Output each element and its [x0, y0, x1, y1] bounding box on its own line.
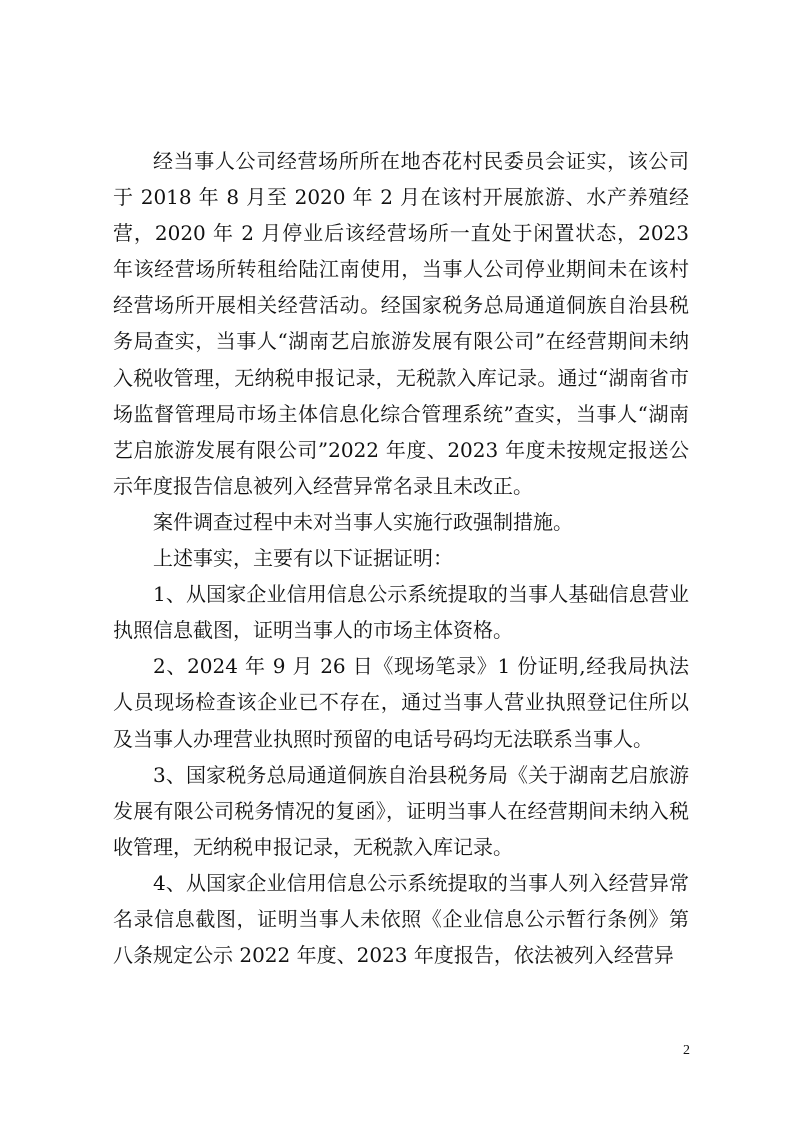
paragraph-evidence-intro: 上述事实，主要有以下证据证明：: [153, 546, 453, 571]
paragraph-evidence-4: 4、从国家企业信用信息公示系统提取的当事人列入经营异常名录信息截图，证明当事人未依照《企业信息公示暂行条例》第八条规定公示 2022 年度、2023 年度报告，依法被列入经营异: [113, 870, 689, 968]
paragraph-evidence-1: 1、从国家企业信用信息公示系统提取的当事人基础信息营业执照信息截图，证明当事人的市场主体资格。: [113, 582, 689, 643]
paragraph-facts: 经当事人公司经营场所所在地杏花村民委员会证实，该公司于 2018 年 8 月至 2020 年 2 月在该村开展旅游、水产养殖经营，2020 年 2 月停业后该经营场所一直处于闲置状态，2023 年该经营场所转租给陆江南使用，当事人公司停业期间未在该村经营场所开展相关经营活动。经国家税务总局通道侗族自治县税务局查实，当事人“湖南艺启旅游发展有限公司”在经营期间未纳入税收管理，无纳税申报记录，无税款入库记录。通过“湖南省市场监督管理局市场主体信息化综合管理系统”查实，当事人“湖南艺启旅游发展有限公司”2022 年度、2023 年度未按规定报送公示年度报告信息被列入经营异常名录且未改正。: [113, 149, 689, 498]
paragraph-no-coercive-measures: 案件调查过程中未对当事人实施行政强制措施。: [153, 509, 573, 534]
document-body: [113, 143, 689, 973]
paragraph-evidence-2: 2、2024 年 9 月 26 日《现场笔录》1 份证明,经我局执法人员现场检查该企业已不存在，通过当事人营业执照登记住所以及当事人办理营业执照时预留的电话号码均无法联系当事人。: [113, 654, 689, 751]
paragraph-evidence-3: 3、国家税务总局通道侗族自治县税务局《关于湖南艺启旅游发展有限公司税务情况的复函》，证明当事人在经营期间未纳入税收管理，无纳税申报记录，无税款入库记录。: [113, 762, 689, 859]
page-number: 2: [683, 1043, 690, 1058]
